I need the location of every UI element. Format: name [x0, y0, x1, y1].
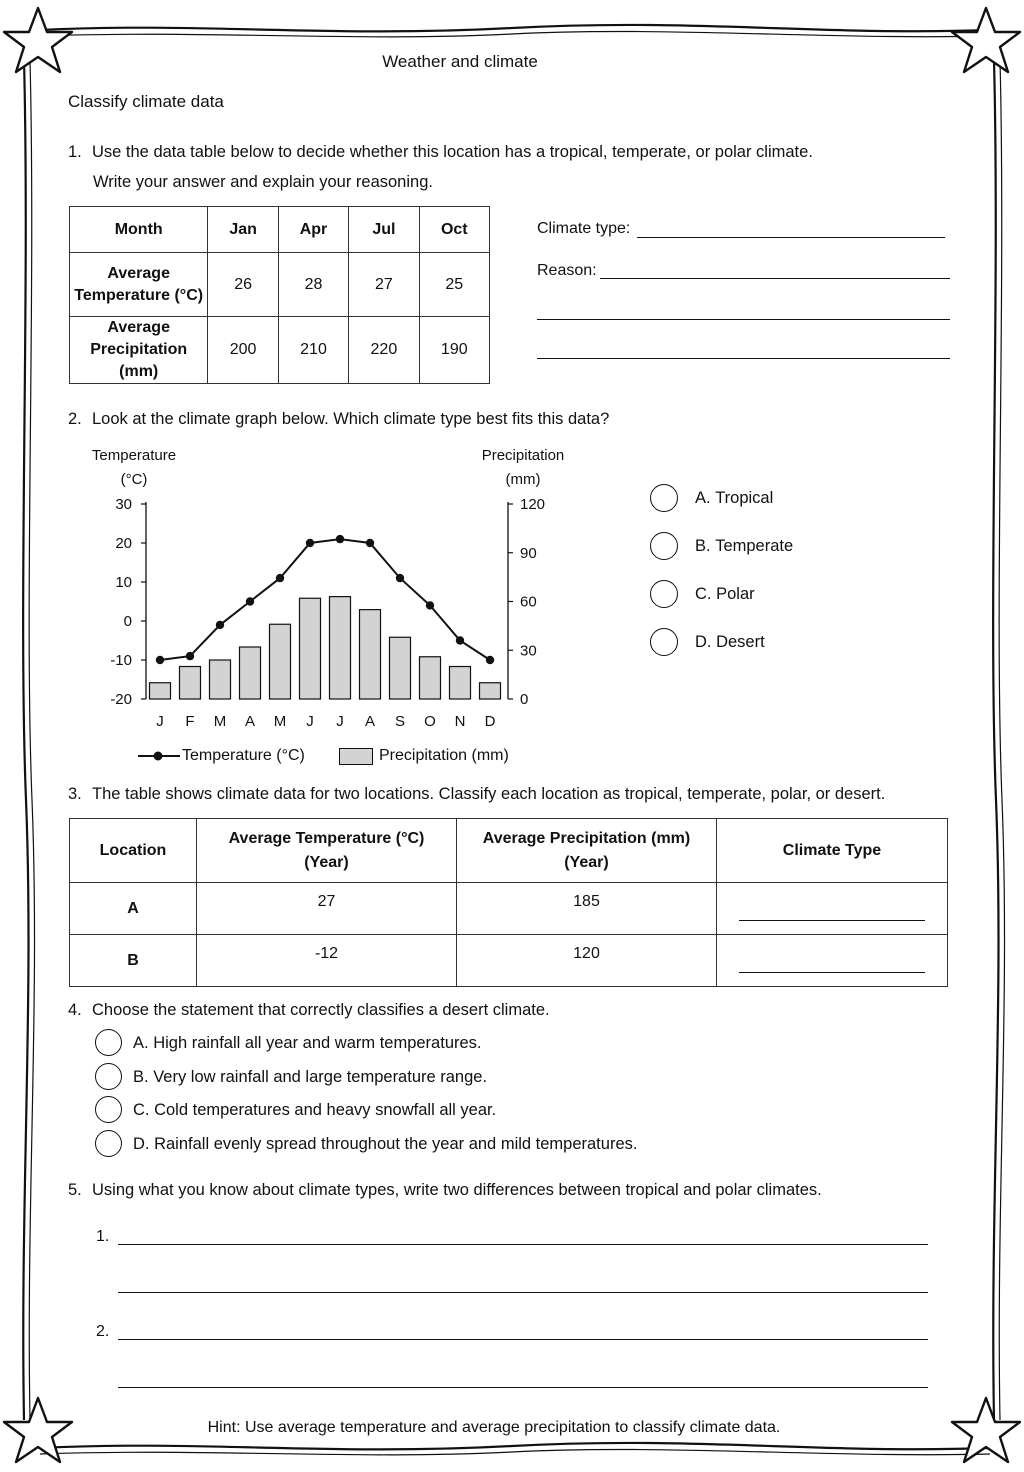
question-5: 5. Using what you know about climate types, write two differences between tropical and polar climates. — [68, 1181, 822, 1199]
precipitation-bar — [180, 667, 201, 700]
table-row — [70, 935, 948, 987]
page-title: Weather and climate — [382, 52, 538, 71]
q4-option-a: A. High rainfall all year and warm temperatures. — [133, 1034, 482, 1052]
question-5-text: Using what you know about climate types, write two differences between tropical and polar climates. — [92, 1181, 822, 1199]
temperature-point — [456, 636, 464, 644]
right-tick-label: 30 — [520, 642, 537, 660]
option-c-radio[interactable] — [650, 580, 678, 608]
left-axis-unit: (°C) — [120, 471, 148, 488]
table-header-cell: Average Temperature (°C) (Year) — [197, 819, 457, 883]
question-2: 2. Look at the climate graph below. Which climate type best fits this data? — [68, 410, 610, 428]
climate-type-answer-line[interactable] — [637, 237, 945, 238]
left-tick-label: 0 — [123, 613, 132, 630]
left-tick-label: -10 — [110, 652, 132, 669]
temperature-point — [306, 539, 314, 547]
precipitation-bar — [150, 683, 171, 699]
month-tick-label: N — [454, 713, 466, 730]
month-tick-label: S — [394, 713, 406, 730]
star-icon — [952, 8, 1020, 72]
q4-option-b: B. Very low rainfall and large temperature range. — [133, 1068, 488, 1086]
table-cell: A — [70, 883, 197, 935]
table-cell: 27 — [197, 883, 457, 935]
precipitation-bar — [240, 647, 261, 699]
q2-option-d: D. Desert — [695, 633, 765, 651]
reason-label: Reason: — [537, 262, 597, 279]
right-tick-label: 60 — [520, 593, 537, 611]
month-tick-label: A — [364, 713, 376, 730]
table-cell: 27 — [349, 253, 419, 317]
q1-data-table — [69, 206, 490, 384]
temperature-point — [186, 652, 194, 660]
worksheet-subtitle: Classify climate data — [68, 92, 224, 111]
left-tick-label: -20 — [110, 691, 132, 708]
left-axis-label: Temperature — [91, 447, 177, 464]
table-header-cell: Month — [70, 207, 208, 253]
precipitation-bar — [300, 598, 321, 699]
q2-option-c: C. Polar — [695, 585, 755, 603]
table-header-cell: Oct — [419, 207, 489, 253]
option-d-radio[interactable] — [650, 628, 678, 656]
option-d-radio[interactable] — [95, 1130, 122, 1157]
temperature-point — [216, 621, 224, 629]
month-tick-label: J — [336, 713, 344, 730]
table-header-cell: Apr — [278, 207, 348, 253]
question-2-text: Look at the climate graph below. Which climate type best fits this data? — [92, 410, 610, 428]
question-1-instruction: Write your answer and explain your reasoning. — [93, 173, 433, 191]
month-tick-label: O — [424, 713, 436, 730]
reason-answer-line[interactable] — [600, 278, 950, 279]
answer-line[interactable] — [118, 1387, 928, 1388]
table-cell: 26 — [208, 253, 278, 317]
climate-type-label: Climate type: — [537, 220, 631, 237]
row-label: Average Temperature (°C) — [70, 253, 208, 317]
option-b-radio[interactable] — [650, 532, 678, 560]
table-row — [70, 253, 490, 317]
table-cell: 25 — [419, 253, 489, 317]
question-3-text: The table shows climate data for two locations. Classify each location as tropical, temperate, polar, or desert. — [92, 785, 886, 803]
temperature-point — [426, 601, 434, 609]
row-label: Average Precipitation (mm) — [70, 317, 208, 384]
table-header-cell: Location — [70, 819, 197, 883]
right-tick-label: 0 — [520, 691, 529, 708]
climate-type-answer-line[interactable] — [739, 972, 925, 973]
table-cell: 210 — [278, 317, 348, 384]
question-1: 1. Use the data table below to decide whether this location has a tropical, temperate, or polar climate. — [68, 143, 813, 161]
month-tick-label: F — [185, 713, 195, 730]
table-row — [70, 317, 490, 384]
q4-option-c: C. Cold temperatures and heavy snowfall all year. — [133, 1101, 497, 1119]
climate-type-cell — [717, 883, 948, 935]
right-tick-label: 90 — [520, 544, 537, 562]
legend-line-swatch — [134, 744, 184, 768]
right-axis-unit: (mm) — [505, 471, 541, 488]
table-header-cell: Climate Type — [717, 819, 948, 883]
table-cell: 185 — [457, 883, 717, 935]
month-tick-label: A — [244, 713, 256, 730]
temperature-point — [396, 574, 404, 582]
answer-line[interactable] — [118, 1292, 928, 1293]
q4-option-d: D. Rainfall evenly spread throughout the year and mild temperatures. — [133, 1135, 638, 1153]
left-tick-label: 10 — [115, 574, 132, 591]
left-tick-label: 20 — [115, 535, 132, 552]
table-cell: 200 — [208, 317, 278, 384]
legend-bar-swatch — [339, 748, 373, 765]
question-4: 4. Choose the statement that correctly classifies a desert climate. — [68, 1001, 550, 1019]
answer-item-1-label: 1. — [96, 1228, 110, 1245]
precipitation-bar — [420, 657, 441, 699]
answer-line[interactable] — [118, 1339, 928, 1340]
table-cell: B — [70, 935, 197, 987]
table-cell: 220 — [349, 317, 419, 384]
table-header-cell: Jul — [349, 207, 419, 253]
month-tick-label: M — [213, 713, 227, 730]
right-axis-label: Precipitation — [481, 447, 565, 464]
temperature-line — [160, 539, 490, 660]
table-cell: -12 — [197, 935, 457, 987]
left-tick-label: 30 — [115, 496, 132, 513]
q2-option-a: A. Tropical — [695, 489, 774, 507]
table-header-cell: Average Precipitation (mm) (Year) — [457, 819, 717, 883]
temperature-point — [336, 535, 344, 543]
answer-item-2-label: 2. — [96, 1323, 110, 1340]
month-tick-label: J — [306, 713, 314, 730]
climate-type-cell — [717, 935, 948, 987]
option-b-radio[interactable] — [95, 1063, 122, 1090]
table-cell: 120 — [457, 935, 717, 987]
month-tick-label: D — [484, 713, 496, 730]
precipitation-bar — [270, 624, 291, 699]
temperature-point — [276, 574, 284, 582]
temperature-point — [246, 597, 254, 605]
month-tick-label: M — [273, 713, 287, 730]
q2-option-b: B. Temperate — [695, 537, 794, 555]
table-cell: 190 — [419, 317, 489, 384]
option-c-radio[interactable] — [95, 1096, 122, 1123]
question-4-text: Choose the statement that correctly classifies a desert climate. — [92, 1001, 550, 1019]
table-cell: 28 — [278, 253, 348, 317]
right-tick-label: 120 — [520, 496, 546, 513]
month-tick-label: J — [156, 713, 164, 730]
precipitation-bar — [330, 597, 351, 699]
precipitation-bar — [210, 660, 231, 699]
temperature-point — [486, 656, 494, 664]
reason-answer-line[interactable] — [537, 319, 950, 320]
table-header-cell: Jan — [208, 207, 278, 253]
precipitation-bar — [450, 667, 471, 700]
legend-temperature-label: Temperature (°C) — [182, 747, 305, 764]
precipitation-bar — [480, 683, 501, 699]
question-3: 3. The table shows climate data for two locations. Classify each location as tropical, temperate, polar, or desert. — [68, 785, 886, 803]
q3-locations-table — [69, 818, 948, 987]
question-1-text: Use the data table below to decide whether this location has a tropical, temperate, or polar climate. — [92, 143, 813, 161]
temperature-point — [366, 539, 374, 547]
climate-graph — [80, 440, 600, 770]
legend-precipitation-label: Precipitation (mm) — [379, 747, 509, 764]
temperature-point — [156, 656, 164, 664]
precipitation-bar — [390, 637, 411, 699]
option-a-radio[interactable] — [95, 1029, 122, 1056]
climate-type-answer-line[interactable] — [739, 920, 925, 921]
hint-footer: Hint: Use average temperature and average precipitation to classify climate data. — [207, 1419, 781, 1436]
answer-line[interactable] — [118, 1244, 928, 1245]
option-a-radio[interactable] — [650, 484, 678, 512]
reason-answer-line[interactable] — [537, 358, 950, 359]
precipitation-bar — [360, 610, 381, 699]
table-row — [70, 883, 948, 935]
